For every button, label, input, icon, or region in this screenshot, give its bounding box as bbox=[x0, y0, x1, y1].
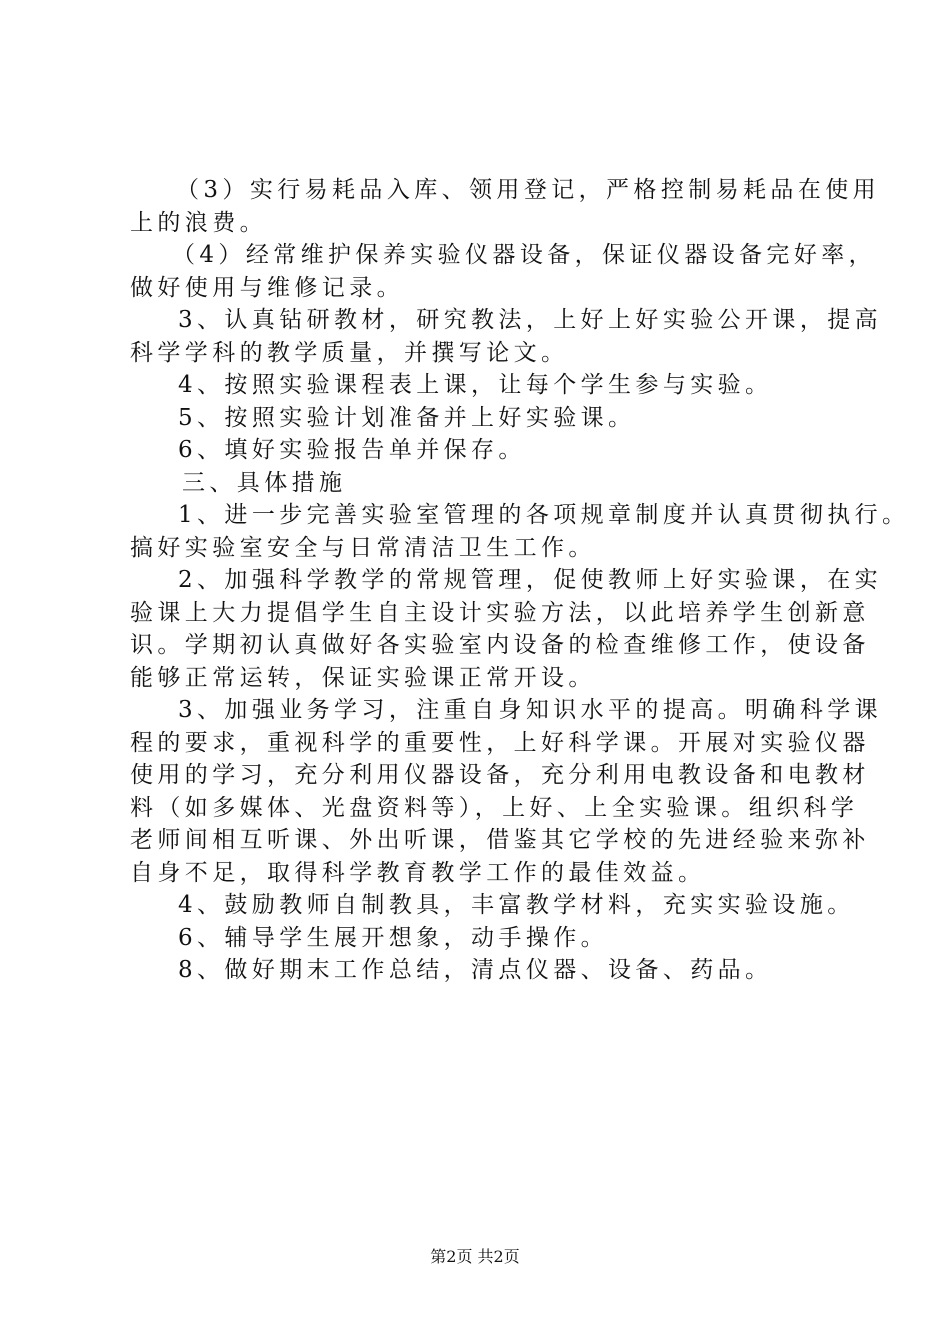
text-line: 程的要求，重视科学的重要性，上好科学课。开展对实验仪器 bbox=[130, 729, 870, 756]
text-line: （4）经常维护保养实验仪器设备，保证仪器设备完好率， bbox=[172, 242, 877, 268]
text-line: 3、认真钻研教材，研究教法，上好上好实验公开课，提高 bbox=[178, 307, 883, 333]
text-line: 搞好实验室安全与日常清洁卫生工作。 bbox=[130, 534, 596, 561]
text-line: 科学学科的教学质量，并撰写论文。 bbox=[130, 339, 569, 366]
text-line: 1、进一步完善实验室管理的各项规章制度并认真贯彻执行。 bbox=[178, 502, 910, 528]
text-line: 识。学期初认真做好各实验室内设备的检查维修工作，使设备 bbox=[130, 632, 870, 658]
text-line: 6、填好实验报告单并保存。 bbox=[178, 437, 526, 463]
document-body bbox=[130, 174, 910, 987]
text-line: 4、鼓励教师自制教具，丰富教学材料，充实实验设施。 bbox=[178, 892, 855, 918]
text-line: 3、加强业务学习，注重自身知识水平的提高。明确科学课 bbox=[178, 697, 883, 723]
text-line: 能够正常运转，保证实验课正常开设。 bbox=[130, 664, 596, 691]
text-line: 2、加强科学教学的常规管理，促使教师上好实验课，在实 bbox=[178, 567, 883, 593]
text-line: 料（如多媒体、光盘资料等），上好、上全实验课。组织科学 bbox=[130, 794, 859, 821]
text-line: （3）实行易耗品入库、领用登记，严格控制易耗品在使用 bbox=[176, 177, 881, 203]
text-line: 5、按照实验计划准备并上好实验课。 bbox=[178, 404, 636, 431]
text-line: 上的浪费。 bbox=[130, 209, 267, 236]
text-line: 自身不足，取得科学教育教学工作的最佳效益。 bbox=[130, 859, 706, 886]
page-number-footer: 第2页 共2页 bbox=[430, 1247, 520, 1266]
text-line: 6、辅导学生展开想象，动手操作。 bbox=[178, 924, 609, 951]
text-line: 4、按照实验课程表上课，让每个学生参与实验。 bbox=[178, 372, 773, 398]
text-line: 使用的学习，充分利用仪器设备，充分利用电教设备和电教材 bbox=[130, 762, 870, 788]
text-line: 8、做好期末工作总结，清点仪器、设备、药品。 bbox=[178, 957, 773, 983]
text-line: 做好使用与维修记录。 bbox=[130, 274, 404, 301]
section-heading: 三、具体措施 bbox=[182, 469, 347, 496]
text-line: 老师间相互听课、外出听课，借鉴其它学校的先进经验来弥补 bbox=[130, 827, 870, 853]
text-line: 验课上大力提倡学生自主设计实验方法，以此培养学生创新意 bbox=[130, 599, 870, 626]
